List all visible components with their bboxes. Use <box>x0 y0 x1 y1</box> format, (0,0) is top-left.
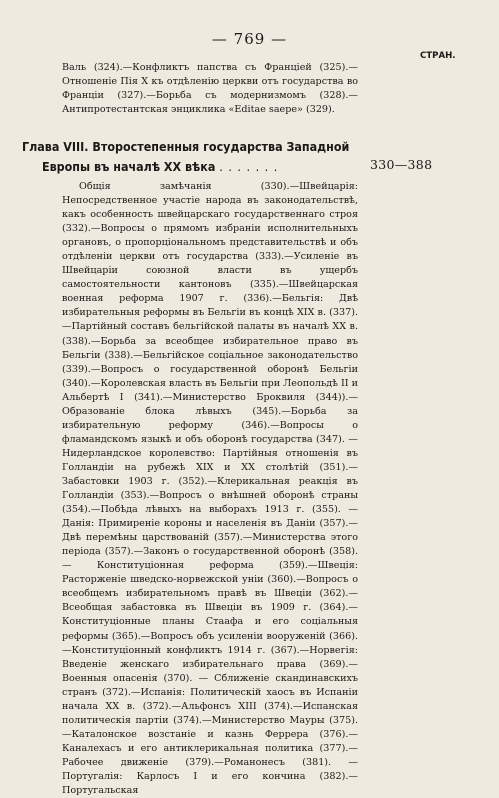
intro-paragraph <box>62 61 358 117</box>
chapter-page-range: 330—388 <box>370 157 433 172</box>
chapter-heading <box>22 137 358 177</box>
chapter-leader: . . . . . . . <box>219 159 279 174</box>
chapter-title-line1: Глава VIII. Второстепенныя государства Западной <box>22 139 350 154</box>
page-number: — 769 — <box>211 30 288 48</box>
chapter-contents <box>62 180 358 798</box>
intro-text: Валь (324).—Конфликтъ папства съ Франціей (325).—Отношеніе Пія X къ отдѣленію церкви отъ государства во Франціи (327).—Борьба съ модернизмомъ (328).—Антипротестантская энциклика «Editae saepe» (329). <box>62 62 358 116</box>
column-label: СТРАН. <box>420 51 456 61</box>
chapter-title-line2-wrap <box>22 157 358 177</box>
chapter-title-line2: Европы въ началѣ XX вѣка <box>42 159 216 174</box>
chapter-contents-text: Общія замѣчанія (330).—Швейцарія: Непосредственное участіе народа въ законодательствѣ, какъ особенность швейцарскаго государственнаго строя (332).—Вопросы о прямомъ избраніи исполнительныхъ органовъ, о пропорціональномъ представительствѣ и объ отдѣленіи церкви отъ государства (333).—Усиленіе въ Швейцаріи союзной власти въ ущербъ самостоятельности кантоновъ (335).—Швейцарская военная реформа 1907 г. (336).—Бельгія: Двѣ избирательныя реформы въ Бельгіи въ концѣ XIX в. (337).—Партійный составъ бельгійской палаты въ началѣ XX в. (338).—Борьба за всеобщее избирательное право въ Бельгіи (338).—Бельгійское соціальное законодательство (339).—Вопросъ о государственной оборонѣ Бельгіи (340).—Королевская власть въ Бельгіи при Леопольдѣ II и Альбертѣ I (341).—Министерство Броквиля (344)).—Образованіе блока лѣвыхъ (345).—Борьба за избирательную реформу (346).—Вопросы о фламандскомъ языкѣ и объ оборонѣ государства (347). — Нидерландское королевство: Партійныя отношенія въ Голландіи на рубежѣ XIX и XX столѣтій (351).—Забастовки 1903 г. (352).—Клерикальная реакція въ Голландіи (353).—Вопросъ о внѣшней оборонѣ страны (354).—Побѣда лѣвыхъ на выборахъ 1913 г. (355). — Данія: Примиреніе короны и населенія въ Даніи (357).—Двѣ перемѣны царствованій (357).—Министерства этого періода (357).—Законъ о государственной оборонѣ (358). — Конституціонная реформа (359).—Швеція: Расторженіе шведско-норвежской уніи (360).—Вопросъ о всеобщемъ избирательномъ правѣ въ Швеціи (362).—Всеобщая забастовка въ Швеціи въ 1909 г. (364).— Конституціонные планы Стаафа и его соціальныя реформы (365).—Вопросъ объ усиленіи вооруженій (366).—Конституціонный конфликтъ 1914 г. (367).—Норвегія: Введеніе женскаго избирательнаго права (369).— Военныя опасенія (370). — Сближеніе скандинавскихъ странъ (372).—Испанія: Политическій хаосъ въ Испаніи начала XX в. (372).—Альфонсъ XIII (374).—Испанская политическія партіи (374).—Министерство Мауры (375).—Каталонское возстаніе и казнь Феррера (376).— Каналехасъ и его антиклерикальная политика (377).— Рабочее движеніе (379).—Романонесъ (381). — Португалія: Карлосъ I и его кончина (382).—Португальская <box>62 181 358 797</box>
